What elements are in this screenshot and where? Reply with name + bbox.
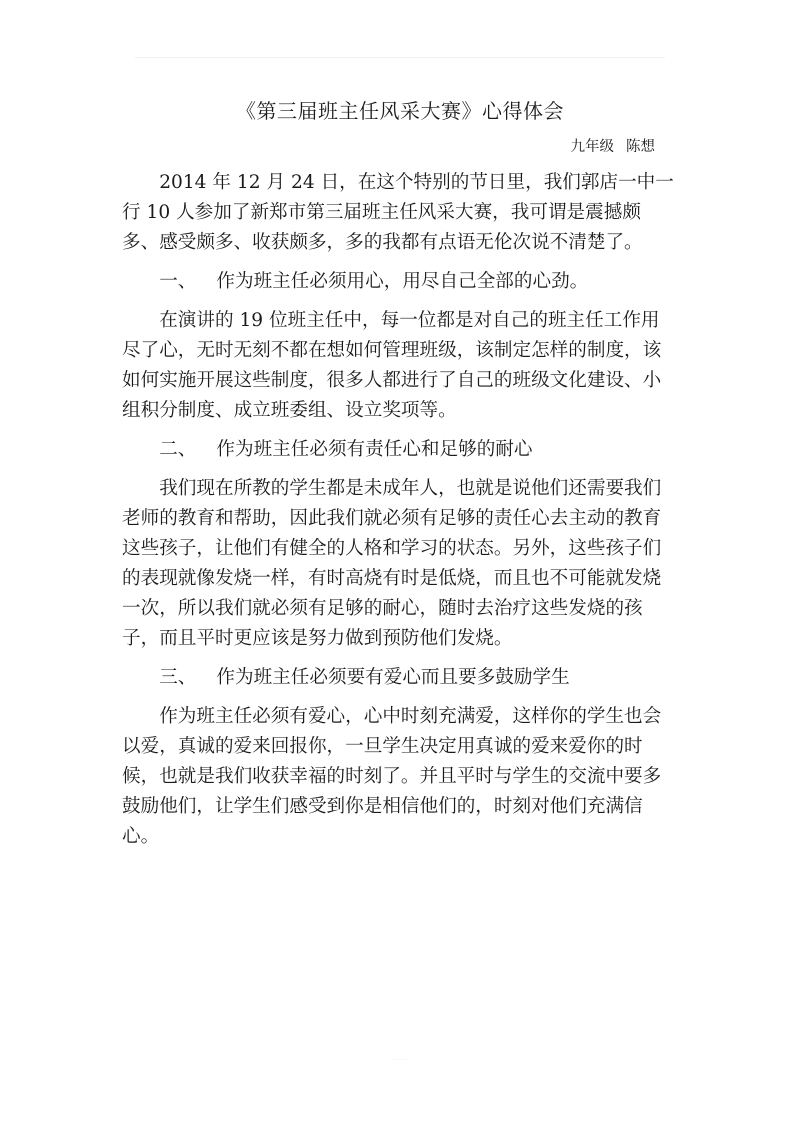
section-2-heading [122, 435, 678, 465]
section-1-heading-text: 作为班主任必须用心，用尽自己全部的心劲。 [216, 271, 589, 292]
section-3-number: 三、 [159, 667, 197, 688]
section-3-paragraph: 作为班主任必须有爱心，心中时刻充满爱，这样你的学生也会以爱，真诚的爱来回报你，一旦学生决定用真诚的爱来爱你的时候，也就是我们收获幸福的时刻了。并且平时与学生的交流中要多鼓励他们，让学生们感受到你是相信他们的，时刻对他们充满信心。 [122, 706, 662, 847]
author-name: 陈想 [626, 139, 655, 155]
document-title: 《第三届班主任风采大赛》心得体会 [236, 99, 564, 123]
section-2-paragraph: 我们现在所教的学生都是未成年人，也就是说他们还需要我们老师的教育和帮助，因此我们就必须有足够的责任心去主动的教育这些孩子，让他们有健全的人格和学习的状态。另外，这些孩子们的表现就像发烧一样，有时高烧有时是低烧，而且也不可能就发烧一次，所以我们就必须有足够的耐心，随时去治疗这些发烧的孩子，而且平时更应该是努力做到预防他们发烧。 [122, 478, 662, 649]
section-1-heading [122, 267, 678, 297]
section-2-number: 二、 [159, 439, 197, 460]
section-1-paragraph: 在演讲的 19 位班主任中，每一位都是对自己的班主任工作用尽了心，无时无刻不都在想如何管理班级，该制定怎样的制度，该如何实施开展这些制度，很多人都进行了自己的班级文化建设、小组积分制度、成立班委组、设立奖项等。 [122, 310, 662, 421]
author-line [420, 136, 655, 158]
section-3-heading [122, 663, 678, 693]
page-top-rule [135, 57, 665, 58]
faint-footer-mark: · · · · · [391, 1057, 409, 1064]
author-grade: 九年级 [570, 139, 614, 155]
section-2-heading-text: 作为班主任必须有责任心和足够的耐心 [216, 439, 533, 460]
document-body [122, 168, 678, 861]
section-3-heading-text: 作为班主任必须要有爱心而且要多鼓励学生 [216, 667, 570, 688]
intro-paragraph: 2014 年 12 月 24 日，在这个特别的节日里，我们郭店一中一行 10 人参加了新郑市第三届班主任风采大赛，我可谓是震撼颇多、感受颇多、收获颇多，多的我都有点语无伦次说不清楚了。 [122, 172, 674, 253]
section-1-number: 一、 [159, 271, 197, 292]
